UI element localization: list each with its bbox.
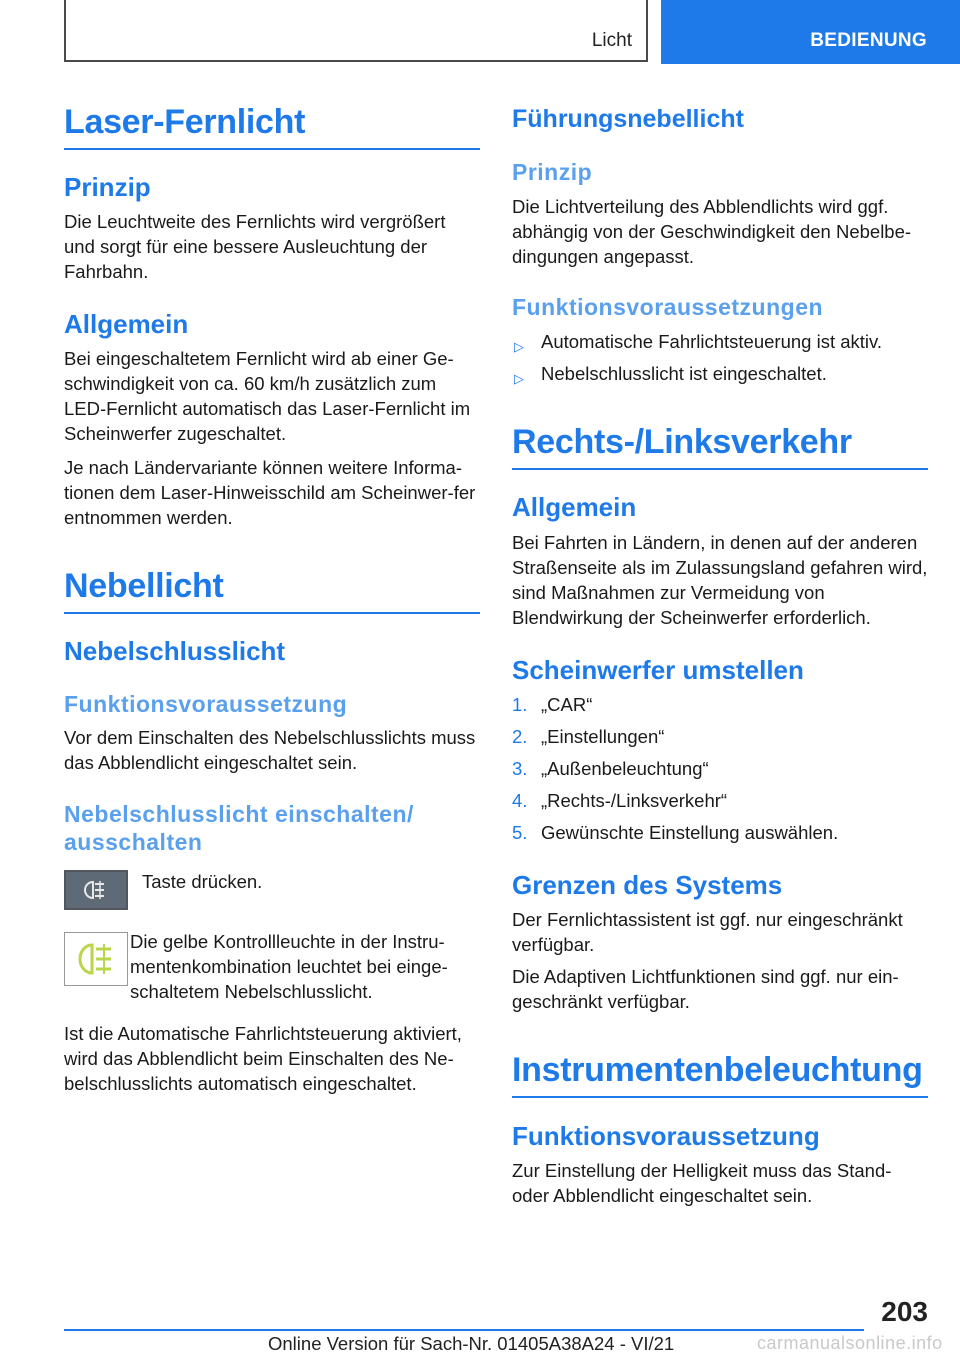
instr-funktionsvoraussetzung-text: Zur Einstellung der Helligkeit muss das Stand- oder Abblendlicht eingeschaltet sein. — [512, 1160, 892, 1206]
page-number: 203 — [881, 1296, 928, 1327]
nebellicht-title: Nebellicht — [64, 566, 480, 614]
grenzen-text-2: Die Adaptiven Lichtfunktionen sind ggf. nur ein-geschränkt verfügbar. — [512, 966, 899, 1012]
nebelschlusslicht-heading: Nebelschlusslicht — [64, 636, 286, 666]
rechts-linksverkehr-title: Rechts-/Linksverkehr — [512, 422, 928, 470]
triangle-bullet-icon: ▷ — [514, 371, 524, 386]
triangle-bullet-icon: ▷ — [514, 339, 524, 354]
prinzip-text: Die Leuchtweite des Fernlichts wird vergrößert und sorgt für eine bessere Ausleuchtung der Fahrbahn. — [64, 211, 446, 282]
prinzip-text-right: Die Lichtverteilung des Abblendlichts wird ggf. abhängig von der Geschwindigkeit den Nebelbe-dingungen angepasst. — [512, 196, 912, 267]
prinzip-heading: Prinzip — [64, 172, 151, 202]
taste-text: Taste drücken. — [142, 871, 263, 892]
allgemein-text-1: Bei eingeschaltetem Fernlicht wird ab einer Ge-schwindigkeit von ca. 60 km/h zusätzlich zum LED-Fernlicht automatisch das Laser-Fernlicht im Scheinwerfer zugeschaltet. — [64, 348, 471, 444]
watermark: carmanualsonline.info — [757, 1333, 943, 1353]
automatik-text: Ist die Automatische Fahrlichtsteuerung aktiviert, wird das Abblendlicht beim Einschalten des Ne-belschlusslichts automatisch eingeschaltet. — [64, 1023, 462, 1094]
category-title: BEDIENUNG — [810, 30, 927, 51]
allgemein-text-right: Bei Fahrten in Ländern, in denen auf der anderen Straßenseite als im Zulassungsland gefahren wird, sind Maßnahmen zur Vermeidung von Blendwirkung der Scheinwerfer erforderlich. — [512, 532, 928, 628]
footer-divider — [64, 1329, 864, 1331]
allgemein-heading-right: Allgemein — [512, 492, 637, 522]
funktionsvoraussetzungen-heading: Funktionsvoraussetzungen — [512, 294, 824, 320]
fuehrungsnebellicht-title: Führungsnebellicht — [512, 105, 744, 133]
allgemein-text-2: Je nach Ländervariante können weitere Informa-tionen dem Laser-Hinweisschild am Scheinwer-fer entnommen werden. — [64, 457, 476, 528]
header-section-box — [64, 0, 648, 62]
grenzen-heading: Grenzen des Systems — [512, 870, 783, 900]
funktionsvoraussetzung-heading: Funktionsvoraussetzung — [64, 691, 348, 717]
kontrollleuchte-text: Die gelbe Kontrollleuchte in der Instru-mentenkombination leuchtet bei einge-schaltetem Nebelschlusslicht. — [130, 931, 448, 1002]
fog-light-indicator-icon — [64, 932, 128, 986]
grenzen-text-1: Der Fernlichtassistent ist ggf. nur eingeschränkt verfügbar. — [512, 909, 903, 955]
funktionsvoraussetzung-text: Vor dem Einschalten des Nebelschlusslichts muss das Abblendlicht eingeschaltet sein. — [64, 727, 476, 773]
einschalten-heading-line2: ausschalten — [64, 829, 203, 855]
section-title: Licht — [591, 30, 632, 51]
einschalten-heading-line1: Nebelschlusslicht einschalten/ — [64, 801, 414, 827]
laser-fernlicht-title: Laser-Fernlicht — [64, 102, 480, 150]
allgemein-heading: Allgemein — [64, 309, 189, 339]
online-version-text: Online Version für Sach-Nr. 01405A38A24 - VI/21 — [268, 1333, 675, 1354]
instrumentenbeleuchtung-title: Instrumentenbeleuchtung — [512, 1050, 928, 1098]
fog-light-button-icon — [64, 870, 128, 910]
instr-funktionsvoraussetzung-heading: Funktionsvoraussetzung — [512, 1121, 820, 1151]
scheinwerfer-umstellen-heading: Scheinwerfer umstellen — [512, 655, 804, 685]
prinzip-heading-right: Prinzip — [512, 159, 593, 185]
header-category-tab — [661, 0, 960, 64]
